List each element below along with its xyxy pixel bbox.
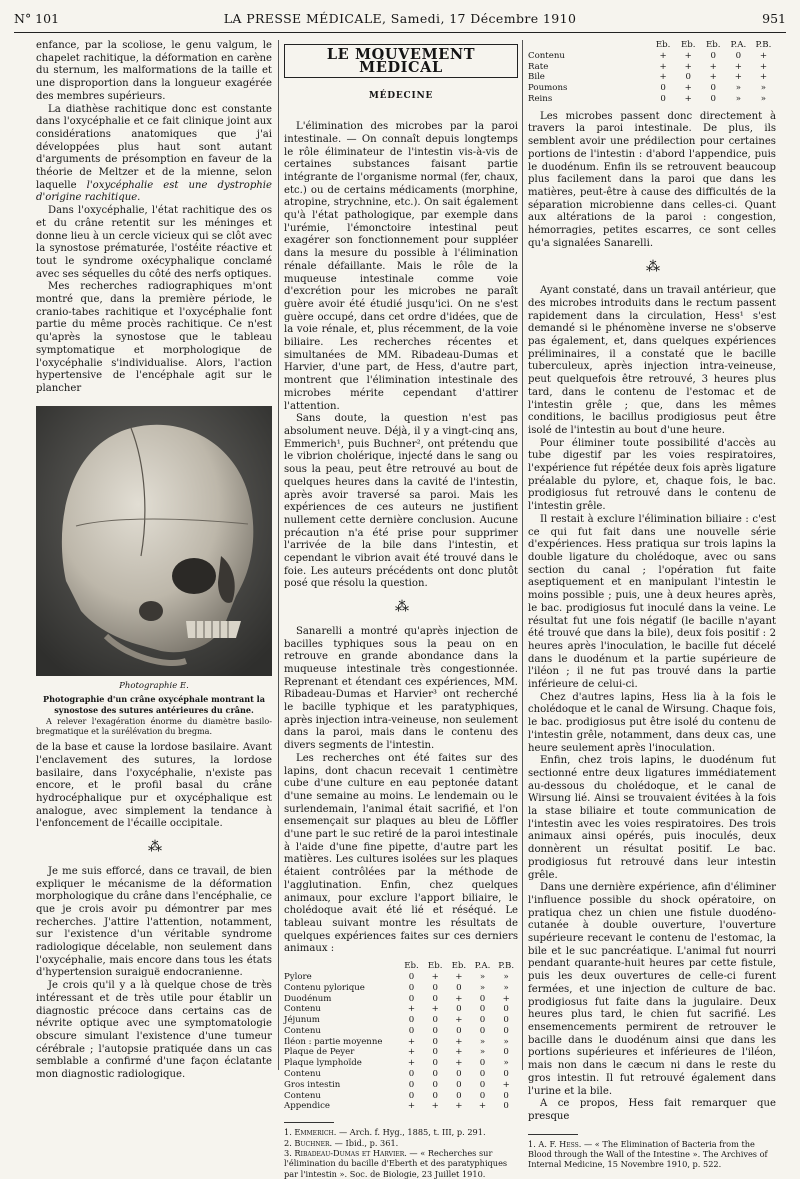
table-cell: »	[503, 1058, 509, 1069]
table-cell: 0	[456, 1079, 462, 1090]
table-row	[528, 94, 776, 105]
table-cell: 0	[408, 1090, 415, 1101]
table-cell: 0	[408, 1025, 415, 1036]
row-label: Contenu	[284, 1025, 321, 1036]
row-label: Jéjunum	[284, 1015, 320, 1026]
footnote-rule	[528, 1134, 578, 1135]
table-cell: 0	[503, 1101, 509, 1112]
table-cell: »	[503, 982, 509, 993]
table-cell: 0	[456, 982, 462, 993]
emphasis-text: l'oxycéphalie est une dystrophie d'origine rachitique.	[36, 179, 272, 204]
paragraph: Dans l'oxycéphalie, l'état rachitique des os et du crâne retentit sur les méninges et donne lieu à un cercle vicieux qui se clôt avec la synostose prématurée, l'ostéite réactive et tout le syndrome oxécyphalique conclamé avec ses séquelles du côté des nerfs optiques.	[36, 205, 272, 280]
table-cell: 0	[479, 1004, 486, 1015]
footnote-text: — « Recherches sur l'élimination du bacille d'Eberth et des paratyphiques par l'intestin ». Soc. de Biologie, 23 Juillet 1910.	[284, 1148, 508, 1179]
table-cell: +	[759, 72, 768, 83]
footnote-author: Ribadeau-Dumas et Harvier.	[294, 1148, 407, 1159]
table-cell: +	[684, 83, 692, 94]
table-cell: 0	[408, 1015, 415, 1026]
table-cell: +	[684, 93, 692, 104]
table-cell: +	[431, 1101, 439, 1112]
row-label: Plaque lymphoïde	[284, 1058, 362, 1069]
paragraph: Je crois qu'il y a là quelque chose de très intéressant et de très utile pour établir un diagnostic précoce dans certains cas de névrite optique avec une symptomatologie obscure simulant l'existence d'une tumeur cérébrale ; l'autopsie pratiquée dans un cas semblable a confirmé d'une façon éclatante mon diagnostic radiologique.	[36, 980, 272, 1081]
table-cell: +	[407, 1036, 416, 1047]
table-cell: 0	[432, 1058, 438, 1069]
table-cell: 0	[432, 1036, 438, 1047]
table-cell: »	[503, 1036, 509, 1047]
table-cell: +	[709, 61, 717, 72]
table-header-cell: P.B.	[755, 40, 772, 50]
table-row	[284, 1015, 518, 1026]
table-cell: 0	[479, 993, 486, 1004]
table-cell: 0	[432, 1069, 438, 1080]
paragraph: Dans une dernière expérience, afin d'éliminer l'influence possible du shock opératoire, on pratiqua chez un chien une fistule duodéno-cutanée à double ouverture, l'ouverture supérieure recevant le contenu de l'estomac, la bile et le suc pancréatique. L'animal fut nourri pendant quarante-huit heures par cette fistule, puis les deux ouvertures de celle-ci furent fermées, et une injection de culture de bac. prodigiosus fut faite dans la jugulaire. Deux heures plus tard, le chien fut sacrifié. Les ensemencements permirent de retrouver le bacille dans le duodénum ainsi que dans les portions supérieures et inférieures de l'iléon, mais non dans le cæcum ni dans le reste du gros intestin. Il fut retrouvé également dans l'urine et la bile.	[528, 882, 776, 1097]
page-header	[14, 8, 786, 30]
paragraph: Chez d'autres lapins, Hess lia à la fois le cholédoque et le canal de Wirsung. Chaque fois, le bac. prodigiosus put être isolé du contenu de l'intestin grêle, notamment, dans deux cas, une heure seulement après l'inoculation.	[528, 691, 776, 754]
paragraph: Enfin, chez trois lapins, le duodénum fut sectionné entre deux ligatures immédiatement au-dessous du cholédoque, et le canal de Wirsung lié. Ainsi se trouvaient évitées à la fois la stase biliaire et toute communication de l'intestin avec les voies respiratoires. Des trois animaux ainsi opérés, puis inoculés, deux donnèrent un résultat positif. Le bac. prodigiosus fut retrouvé dans leur intestin grêle.	[528, 755, 776, 881]
paragraph: Pour éliminer toute possibilité d'accès au tube digestif par les voies respiratoires, l'expérience fut répétée deux fois après ligature préalable du pylore, et, chaque fois, le bac. prodigiosus fut retrouvé dans le contenu de l'intestin grêle.	[528, 437, 776, 513]
table-row	[528, 62, 776, 73]
table-cell: 0	[408, 982, 415, 993]
table-cell: 0	[503, 1069, 509, 1080]
table-cell: +	[734, 72, 742, 83]
figure-title: Photographie E.	[119, 680, 189, 691]
section-separator: ⁂	[148, 839, 160, 856]
table-row	[284, 994, 518, 1005]
table-row	[284, 1047, 518, 1058]
table-cell: 0	[408, 971, 415, 982]
issue-number: N° 101	[14, 11, 60, 26]
table-cell: +	[455, 1015, 463, 1026]
table-cell: 0	[710, 83, 716, 94]
figure-note: A relever l'exagération énorme du diamètre basilo-bregmatique et la surélévation du bregma.	[36, 715, 272, 736]
table-header-cell: Eb.	[404, 961, 419, 972]
table-row	[284, 1004, 518, 1015]
table-cell: 0	[456, 1025, 462, 1036]
table-cell: 0	[456, 1069, 462, 1080]
table-row	[284, 972, 518, 983]
paragraph: Sanarelli a montré qu'après injection de bacilles typhiques sous la peau on en retrouve en grande abondance dans la muqueuse intestinale très congestionnée. Reprenant et étendant ces expériences, MM. Ribadeau-Dumas et Harvier³ ont recherché le bacille typhique et les paratyphiques, après injection intra-veineuse, non seulement dans la paroi, mais dans le contenu des divers segments de l'intestin.	[284, 625, 518, 752]
table-header-cell: Eb.	[655, 40, 671, 50]
table-cell: 0	[710, 93, 716, 104]
table-cell: 0	[432, 982, 438, 993]
table-cell: +	[759, 50, 768, 61]
table-cell: 0	[432, 1047, 438, 1058]
row-label: Duodénum	[284, 993, 332, 1004]
row-label: Pylore	[284, 971, 312, 982]
table-header-row	[284, 961, 518, 972]
row-label: Contenu	[284, 1004, 321, 1015]
footnote: 2. Buchner. — Ibid., p. 361.	[284, 1137, 399, 1148]
table-cell: 0	[503, 1025, 509, 1036]
section-separator: ⁂	[646, 258, 658, 275]
table-body	[284, 972, 518, 1112]
row-label: Reins	[528, 93, 553, 104]
column-divider	[278, 40, 279, 1070]
table-cell: +	[502, 1079, 510, 1090]
table-cell: »	[760, 93, 767, 104]
column-middle	[284, 40, 518, 1179]
paragraph-text: La diathèse rachitique donc est constante dans l'oxycéphalie et ce fait clinique joint aux considérations anatomiques que j'ai développées plus haut sont autant d'arguments de présomption en faveur de la théorie de Meltzer et de la mienne, selon laquelle	[36, 103, 272, 191]
table-cell: 0	[432, 993, 438, 1004]
table-cell: +	[684, 50, 692, 61]
table-cell: +	[759, 61, 768, 72]
table-cell: +	[455, 1036, 463, 1047]
column-divider	[522, 40, 523, 1070]
table-body	[528, 51, 776, 105]
table-cell: 0	[408, 1069, 415, 1080]
table-cell: 0	[479, 1090, 486, 1101]
table-header-row	[528, 40, 776, 51]
table-cell: +	[478, 1101, 487, 1112]
table-cell: »	[503, 971, 509, 982]
table-cell: 0	[479, 1079, 486, 1090]
table-cell: 0	[479, 1025, 486, 1036]
paragraph: Je me suis efforcé, dans ce travail, de bien expliquer le mécanisme de la déformation morphologique du crâne dans l'encéphalie, ce que je crois avoir pu démontrer par mes recherches. J'attire l'attention, notamment, sur l'existence d'un véritable syndrome radiologique décelable, non seulement dans l'oxycéphalie, mais encore dans tous les états d'hypertension suraiguë endocranienne.	[36, 865, 272, 979]
row-label: Contenu	[284, 1069, 321, 1080]
table-cell: +	[684, 61, 692, 72]
table-header-cell: Eb.	[451, 961, 467, 972]
table-cell: +	[659, 61, 667, 72]
table-cell: 0	[432, 1025, 438, 1036]
table-cell: 0	[710, 50, 716, 61]
journal-title: LA PRESSE MÉDICALE, Samedi, 17 Décembre 1910	[223, 11, 577, 26]
table-cell: 0	[479, 1058, 486, 1069]
table-cell: +	[455, 993, 463, 1004]
table-cell: »	[479, 971, 486, 982]
table-cell: 0	[660, 83, 666, 94]
table-cell: +	[455, 971, 463, 982]
table-cell: 0	[503, 1004, 509, 1015]
table-cell: »	[479, 982, 486, 993]
table-header-cell: P.B.	[498, 961, 515, 972]
row-label: Contenu	[528, 50, 565, 61]
table-cell: 0	[503, 1015, 509, 1026]
table-row	[284, 1080, 518, 1091]
table-cell: +	[455, 1047, 463, 1058]
paragraph: A ce propos, Hess fait remarquer que presque	[528, 1098, 776, 1122]
paragraph: Les microbes passent donc directement à travers la paroi intestinale. De plus, ils semblent avoir une prédilection pour certaines portions de l'intestin : d'abord l'appendice, puis le duodénum. Enfin ils se retrouvent beaucoup plus facilement dans la paroi que dans les matières, peut-être à cause des difficultés de la séparation microbienne dans celles-ci. Quant aux altérations de la paroi : congestion, hémorragies, petites escarres, ce sont celles qu'a signalées Sanarelli.	[528, 110, 776, 249]
row-label: Bile	[528, 72, 545, 83]
section-subtitle: MÉDECINE	[368, 91, 434, 102]
table-cell: »	[479, 1047, 486, 1058]
footnote-author: Emmerich.	[294, 1127, 337, 1138]
table-cell: 0	[408, 993, 415, 1004]
paragraph	[36, 104, 272, 206]
row-label: Iléon : partie moyenne	[284, 1036, 383, 1047]
row-label: Contenu	[284, 1090, 321, 1101]
table-cell: 0	[479, 1015, 486, 1026]
table-row	[528, 51, 776, 62]
paragraph: de la base et cause la lordose basilaire. Avant l'enclavement des sutures, la lordose basilaire, dans l'oxycéphalie, n'existe pas encore, et le profil basal du crâne hydrocéphalique pur et oxycéphalique est analogue, avec simplement la tendance à l'enfoncement de l'écaille occipitale.	[36, 742, 272, 830]
results-table	[284, 961, 518, 1112]
paragraph: L'élimination des microbes par la paroi intestinale. — On connaît depuis longtemps le rôle éliminateur de l'intestin vis-à-vis de certaines substances faisant partie intégrante de l'organisme normal (fer, chaux, etc.) ou de certains médicaments (morphine, atropine, strychnine, etc.). On sait également qu'à l'état pathologique, par exemple dans l'urémie, l'émonctoire intestinal peut exagérer son fonctionnement pour suppléer dans la mesure du possible à l'élimination rénale défaillante. Mais le rôle de la muqueuse intestinale comme voie d'excrétion pour les microbes ne paraît guère avoir été étudié jusqu'ici. On ne s'est guère occupé, dans cet ordre d'idées, que de la voie rénale, et, plus récemment, de la voie biliaire. Les recherches récentes et simultanées de MM. Ribadeau-Dumas et Harvier, d'une part, de Hess, d'autre part, montrent que l'élimination intestinale des microbes mérite cependant d'attirer l'attention.	[284, 121, 518, 412]
footnote-author: A. F. Hess.	[538, 1138, 582, 1149]
skull-image	[36, 406, 272, 676]
table-cell: 0	[432, 1079, 438, 1090]
table-cell: 0	[432, 1090, 438, 1101]
table-cell: +	[455, 1101, 463, 1112]
table-row	[284, 983, 518, 994]
section-title: LE MOUVEMENT MÉDICAL	[326, 46, 476, 76]
row-label: Appendice	[284, 1101, 330, 1112]
table-cell: +	[407, 1004, 416, 1015]
table-cell: +	[431, 971, 439, 982]
table-cell: 0	[456, 1090, 462, 1101]
skull-photograph	[36, 406, 272, 676]
footnote-text: — Ibid., p. 361.	[332, 1137, 399, 1148]
table-row	[284, 1058, 518, 1069]
table-cell: 0	[735, 50, 742, 61]
table-cell: 0	[503, 1090, 509, 1101]
table-cell: +	[659, 50, 667, 61]
table-cell: +	[407, 1047, 416, 1058]
table-header-cell: P.A.	[474, 961, 491, 972]
table-cell: +	[407, 1058, 416, 1069]
table-row	[284, 1069, 518, 1080]
table-cell: +	[709, 72, 717, 83]
table-header-cell: P.A.	[730, 40, 747, 50]
table-cell: 0	[479, 1069, 486, 1080]
paragraph: Les recherches ont été faites sur des lapins, dont chacun recevait 1 centimètre cube d'une culture en eau peptonée datant d'une semaine au moins. Le lendemain ou le surlendemain, l'animal était sacrifié, et l'on ensemençait sur plaques au bleu de Löffler d'une part le suc retiré de la paroi intestinale à l'aide d'une fine pipette, d'autre part les matières. Les cultures isolées sur les plaques étaient contrôlées par la méthode de l'agglutination. Enfin, chez quelques animaux, pour exclure l'apport biliaire, le cholédoque avait été lié et réséqué. Le tableau suivant montre les résultats de quelques expériences faites sur ces derniers animaux :	[284, 752, 518, 955]
table-cell: 0	[456, 1004, 462, 1015]
column-right	[528, 40, 776, 1170]
results-table-continued	[528, 40, 776, 105]
table-cell: 0	[408, 1079, 415, 1090]
table-header-cell: Eb.	[706, 40, 721, 50]
footnote-rule	[284, 1122, 334, 1123]
table-header-cell	[284, 961, 400, 972]
row-label: Poumons	[528, 83, 568, 94]
table-row	[528, 83, 776, 94]
row-label: Gros intestin	[284, 1079, 341, 1090]
table-cell: +	[431, 1004, 439, 1015]
table-cell: »	[735, 83, 741, 94]
row-label: Plaque de Peyer	[284, 1047, 355, 1058]
paragraph: Sans doute, la question n'est pas absolument neuve. Déjà, il y a vingt-cinq ans, Emmerich¹, puis Buchner², ont prétendu que le vibrion cholérique, injecté dans le sang ou sous la peau, peut être retrouvé au bout de quelques heures dans la cavité de l'intestin, après avoir traversé sa paroi. Mais les expériences de ces auteurs ne justifient nullement cette dernière conclusion. Aucune précaution n'a été prise pour supprimer l'arrivée de la bile dans l'intestin, et cependant le vibrion avait été trouvé dans le foie. Les auteurs précédents ont donc plutôt posé que résolu la question.	[284, 413, 518, 590]
paragraph: Il restait à exclure l'élimination biliaire : c'est ce qui fut fait dans une nouvelle série d'expériences. Hess pratiqua sur trois lapins la double ligature du cholédoque, avec ou sans section du canal ; l'opération fut faite aseptiquement et en manipulant l'intestin le moins possible ; puis, une à deux heures après, le bac. prodigiosus fut inoculé dans la veine. Le résultat fut une fois négatif (le bacille n'ayant été trouvé que dans la bile), deux fois positif : 2 heures après l'inoculation, le bacille fut décelé dans le duodénum et la partie supérieure de l'iléon ; il ne fut pas trouvé dans la partie inférieure de celui-ci.	[528, 513, 776, 691]
table-cell: +	[659, 72, 667, 83]
footnote: 1. A. F. Hess. — « The Elimination of Bacteria from the Blood through the Wall of the Intestine ». The Archives of Internal Medicine, 15 Novembre 1910, p. 522.	[528, 1138, 768, 1170]
section-banner	[284, 44, 518, 78]
footnote-author: Buchner.	[294, 1137, 333, 1148]
row-label: Rate	[528, 61, 549, 72]
paragraph: enfance, par la scoliose, le genu valgum, le chapelet rachitique, la déformation en carène du sternum, les malformations de la taille et une disproportion dans la longueur exagérée des membres supérieurs.	[36, 40, 272, 102]
row-label: Contenu pylorique	[284, 982, 365, 993]
table-cell: »	[479, 1036, 486, 1047]
table-cell: 0	[503, 1047, 509, 1058]
table-cell: 0	[660, 93, 666, 104]
page-number: 951	[762, 11, 786, 26]
table-header-cell	[528, 40, 651, 51]
footnote: 1. Emmerich. — Arch. f. Hyg., 1885, t. III, p. 291.	[284, 1127, 486, 1138]
column-left	[36, 40, 272, 1082]
section-separator: ⁂	[395, 599, 407, 616]
table-cell: +	[734, 61, 742, 72]
paragraph: Ayant constaté, dans un travail antérieur, que des microbes introduits dans le rectum passent rapidement dans la circulation, Hess¹ s'est demandé si le phénomène inverse ne s'observe pas également, et, dans quelques expériences préliminaires, il a constaté que le bacille tuberculeux, après injection intra-veineuse, peut quelquefois être retrouvé, 3 heures plus tard, dans le contenu de l'estomac et de l'intestin grêle ; que, dans les mêmes conditions, le bacillus prodigiosus peut être isolé de l'intestin au bout d'une heure.	[528, 285, 776, 436]
table-header-cell: Eb.	[427, 961, 443, 972]
table-header-cell: Eb.	[680, 40, 696, 50]
footnote-text: — Arch. f. Hyg., 1885, t. III, p. 291.	[336, 1127, 486, 1138]
table-cell: »	[735, 93, 741, 104]
table-row	[284, 1091, 518, 1102]
paragraph: Mes recherches radiographiques m'ont montré que, dans la première période, le cranio-tabes rachitique et l'oxycéphalie font partie du même procès rachitique. Ce n'est qu'après la synostose que le tableau symptomatique et morphologique de l'oxycéphalie s'individualise. Alors, l'action hypertensive de l'encéphale agit sur le plancher	[36, 281, 272, 394]
table-cell: 0	[432, 1015, 438, 1026]
table-row	[284, 1101, 518, 1112]
header-rule	[14, 32, 786, 33]
table-cell: +	[407, 1101, 416, 1112]
table-cell: +	[455, 1058, 463, 1069]
footnote-text: — « The Elimination of Bacteria from the Blood through the Wall of the Intestine ». The Archives of Internal Medicine, 15 Novembre 1910, p. 522.	[528, 1138, 768, 1170]
figure-caption: Photographie d'un crâne oxycéphale montrant la synostose des sutures antérieures du crâne.	[43, 694, 265, 715]
table-cell: 0	[685, 72, 691, 83]
table-row	[284, 1026, 518, 1037]
table-cell: »	[760, 83, 767, 94]
table-row	[528, 72, 776, 83]
table-cell: +	[502, 993, 510, 1004]
footnote: 3. Ribadeau-Dumas et Harvier. — « Recherches sur l'élimination du bacille d'Eberth et des paratyphiques par l'intestin ». Soc. de Biologie, 23 Juillet 1910.	[284, 1148, 508, 1179]
table-row	[284, 1037, 518, 1048]
